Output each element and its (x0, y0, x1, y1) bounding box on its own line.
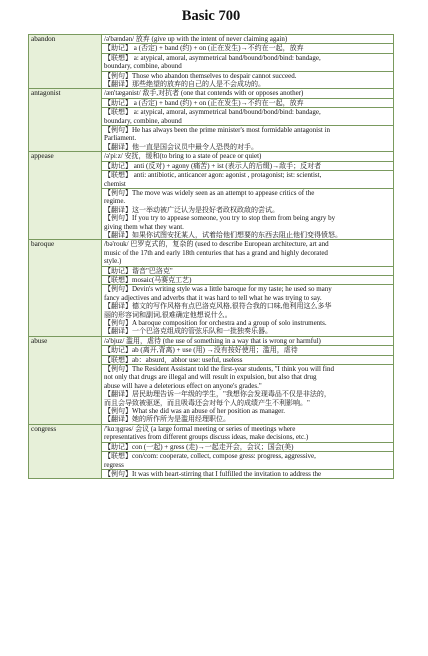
entry-text-line: /ə'bændən/ 放弃 (give up with the intent of never claiming again) (104, 35, 288, 43)
headword: abuse (31, 336, 48, 345)
entry-text-line: boundary, combine, abound (104, 116, 182, 125)
mnemonic-cell (102, 442, 394, 451)
entry-text-line: boundary, combine, abound (104, 62, 182, 71)
entry-text-line: 【助记】 anti (反对) + agony (痛苦) + ist (表示人的后缀)→敌手；反对者 (104, 161, 322, 170)
entry-text-line: /'kɑːŋgrəs/ 会议 (a large formal meeting or series of meetings where (104, 424, 296, 433)
mnemonic-cell (102, 44, 394, 53)
entry-text-line: 【例句】He has always been the prime minister's most formidable antagonist in (104, 126, 330, 135)
examples-cell (102, 365, 394, 425)
entry-text-line: 【翻译】一个巴洛克组成的管弦乐队和一批独奏乐器。 (104, 327, 272, 336)
entry-text-line: 【例句】Devin's writing style was a little baroque for my taste; he used so many (104, 285, 332, 294)
entry-text-line: /æn'tægənist/ 敌手,对抗者 (one that contends with or opposes another) (104, 89, 304, 98)
association-cell (102, 171, 394, 189)
headword: abandon (31, 35, 56, 43)
headword: appease (31, 152, 54, 161)
entry-text-line: 【例句】Those who abandon themselves to despair cannot succeed. (104, 71, 297, 80)
headword-cell (29, 336, 102, 424)
entry-text-line: fancy adjectives and adverbs that it was hard to tell what he was trying to say. (104, 293, 322, 302)
entry-text-line: 【翻译】居民助理告诉一年级的学生，"我想你会发现毒品不仅是非法的， (104, 390, 331, 399)
definition-cell (102, 240, 394, 266)
definition-cell (102, 424, 394, 442)
entry-text-line: 【助记】谐音"巴洛克" (104, 266, 173, 275)
examples-cell (102, 71, 394, 89)
association-cell (102, 53, 394, 71)
definition-cell (102, 336, 394, 345)
definition-cell (102, 152, 394, 161)
entry-text-line: 【例句】A baroque composition for orchestra and a group of solo instruments. (104, 319, 327, 327)
mnemonic-cell (102, 346, 394, 355)
mnemonic-cell (102, 161, 394, 170)
entry-text-line: 【翻译】如果你试图安抚某人，试着给他们想要的东西去阻止他们变得愤怒。 (104, 230, 342, 239)
entry-row (29, 89, 394, 98)
entry-text-line: abuse will have a deleterious effect on anyone's grades." (104, 381, 262, 390)
entry-text-line: 【联想】 anti: antibiotic, anticancer agon: agonist , protagonist; ist: scientist, (104, 171, 322, 180)
headword: baroque (31, 240, 55, 249)
entry-row (29, 152, 394, 161)
entry-text-line: Parliament. (104, 134, 137, 143)
headword-cell (29, 35, 102, 89)
definition-cell (102, 35, 394, 44)
entry-text-line: 【翻译】德文的写作风格有点巴洛克风格,很符合我的口味,他利用这么多华 (104, 302, 332, 311)
definition-cell (102, 89, 394, 98)
entry-text-line: 【翻译】她的所作所为是滥用经理职位。 (104, 415, 230, 424)
mnemonic-cell (102, 98, 394, 107)
entry-text-line: style.) (104, 257, 122, 266)
association-cell (102, 355, 394, 364)
entry-text-line: 【助记】 a (否定) + band (约) + on (正在发生)→不约在一起，放弃 (104, 44, 304, 53)
association-cell (102, 108, 394, 126)
examples-cell (102, 469, 394, 478)
entry-text-line: /ə'bjuz/ 滥用，虐待 (the use of something in a way that is wrong or harmful) (104, 336, 321, 345)
examples-cell (102, 188, 394, 239)
entry-text-line: 【助记】 a (否定) + band (约) + on (正在发生)→不约在一起，放弃 (104, 98, 304, 107)
entry-row (29, 336, 394, 345)
entry-text-line: 【例句】The move was widely seen as an attempt to appease critics of the (104, 188, 315, 197)
association-cell (102, 275, 394, 284)
entry-text-line: 【联想】ab：absurd，abhor use: useful, useless (104, 355, 243, 364)
entry-text-line: 【例句】It was with heart-stirring that I fulfilled the invitation to address the (104, 469, 322, 478)
entry-text-line: 【联想】mosaic(马赛克工艺) (104, 275, 192, 284)
entry-row (29, 240, 394, 266)
vocabulary-table-body (29, 35, 394, 479)
vocabulary-table (28, 34, 394, 479)
entry-text-line: 丽的形容词和副词,很难确定他想说什么。 (104, 310, 232, 319)
entry-text-line: 【翻译】那些绝望的放弃的自己的人是不会成功的。 (104, 80, 265, 89)
entry-text-line: 【联想】 a: atypical, amoral, asymmetrical band/bound/bond/bind: bandage, (104, 53, 321, 62)
examples-cell (102, 126, 394, 152)
entry-text-line: not only that drugs are illegal and will result in expulsion, but also that drug (104, 373, 317, 382)
entry-text-line: 【联想】con/com: cooperate, collect, compose gress: progress, aggressive, (104, 452, 316, 461)
entry-text-line: 而且会导致被驱逐，而且吸毒还会对每个人的成绩产生不利影响。" (104, 398, 310, 407)
entry-text-line: 【翻译】他一直是国会议员中最令人恐畏的对手。 (104, 142, 258, 151)
entry-text-line: music of the 17th and early 18th centuries that has a grand and highly decorated (104, 248, 328, 257)
entry-text-line: /ə'piːz/ 安抚，缓和(to bring to a state of peace or quiet) (104, 152, 262, 161)
examples-cell (102, 285, 394, 336)
headword-cell (29, 89, 102, 152)
headword: antagonist (31, 89, 61, 98)
headword-cell (29, 240, 102, 336)
entry-text-line: 【联想】 a: atypical, amoral, asymmetrical band/bound/bond/bind: bandage, (104, 108, 321, 117)
entry-text-line: regress (104, 460, 124, 469)
page-title: Basic 700 (181, 8, 241, 24)
entry-text-line: giving them what they want. (104, 222, 184, 231)
entry-text-line: /bə'rouk/ 巴罗克式的，复杂的 (used to describe European architecture, art and (104, 240, 329, 249)
entry-text-line: 【例句】If you try to appease someone, you try to stop them from being angry by (104, 214, 336, 223)
headword-cell (29, 152, 102, 240)
entry-text-line: representatives from different groups discuss ideas, make decisions, etc.) (104, 433, 309, 442)
headword: congress (31, 424, 57, 433)
headword-cell (29, 424, 102, 478)
entry-text-line: 【助记】ab (离开,背离) + use (用) →没有按好使用；滥用，虐待 (104, 346, 298, 355)
mnemonic-cell (102, 266, 394, 275)
entry-text-line: 【翻译】这一举动被广泛认为是投好者政权政敌的尝试。 (104, 205, 279, 214)
entry-text-line: 【助记】con (一起) + gress (走)→一起走开会，会议；国会(美) (104, 442, 294, 451)
entry-row (29, 424, 394, 442)
entry-text-line: 【例句】What she did was an abuse of her position as manager. (104, 407, 285, 416)
association-cell (102, 452, 394, 470)
entry-text-line: 【例句】The Resident Assistant told the first-year students, "I think you will find (104, 365, 334, 374)
entry-row (29, 35, 394, 44)
entry-text-line: chemist (104, 179, 126, 188)
entry-text-line: regime. (104, 197, 126, 206)
